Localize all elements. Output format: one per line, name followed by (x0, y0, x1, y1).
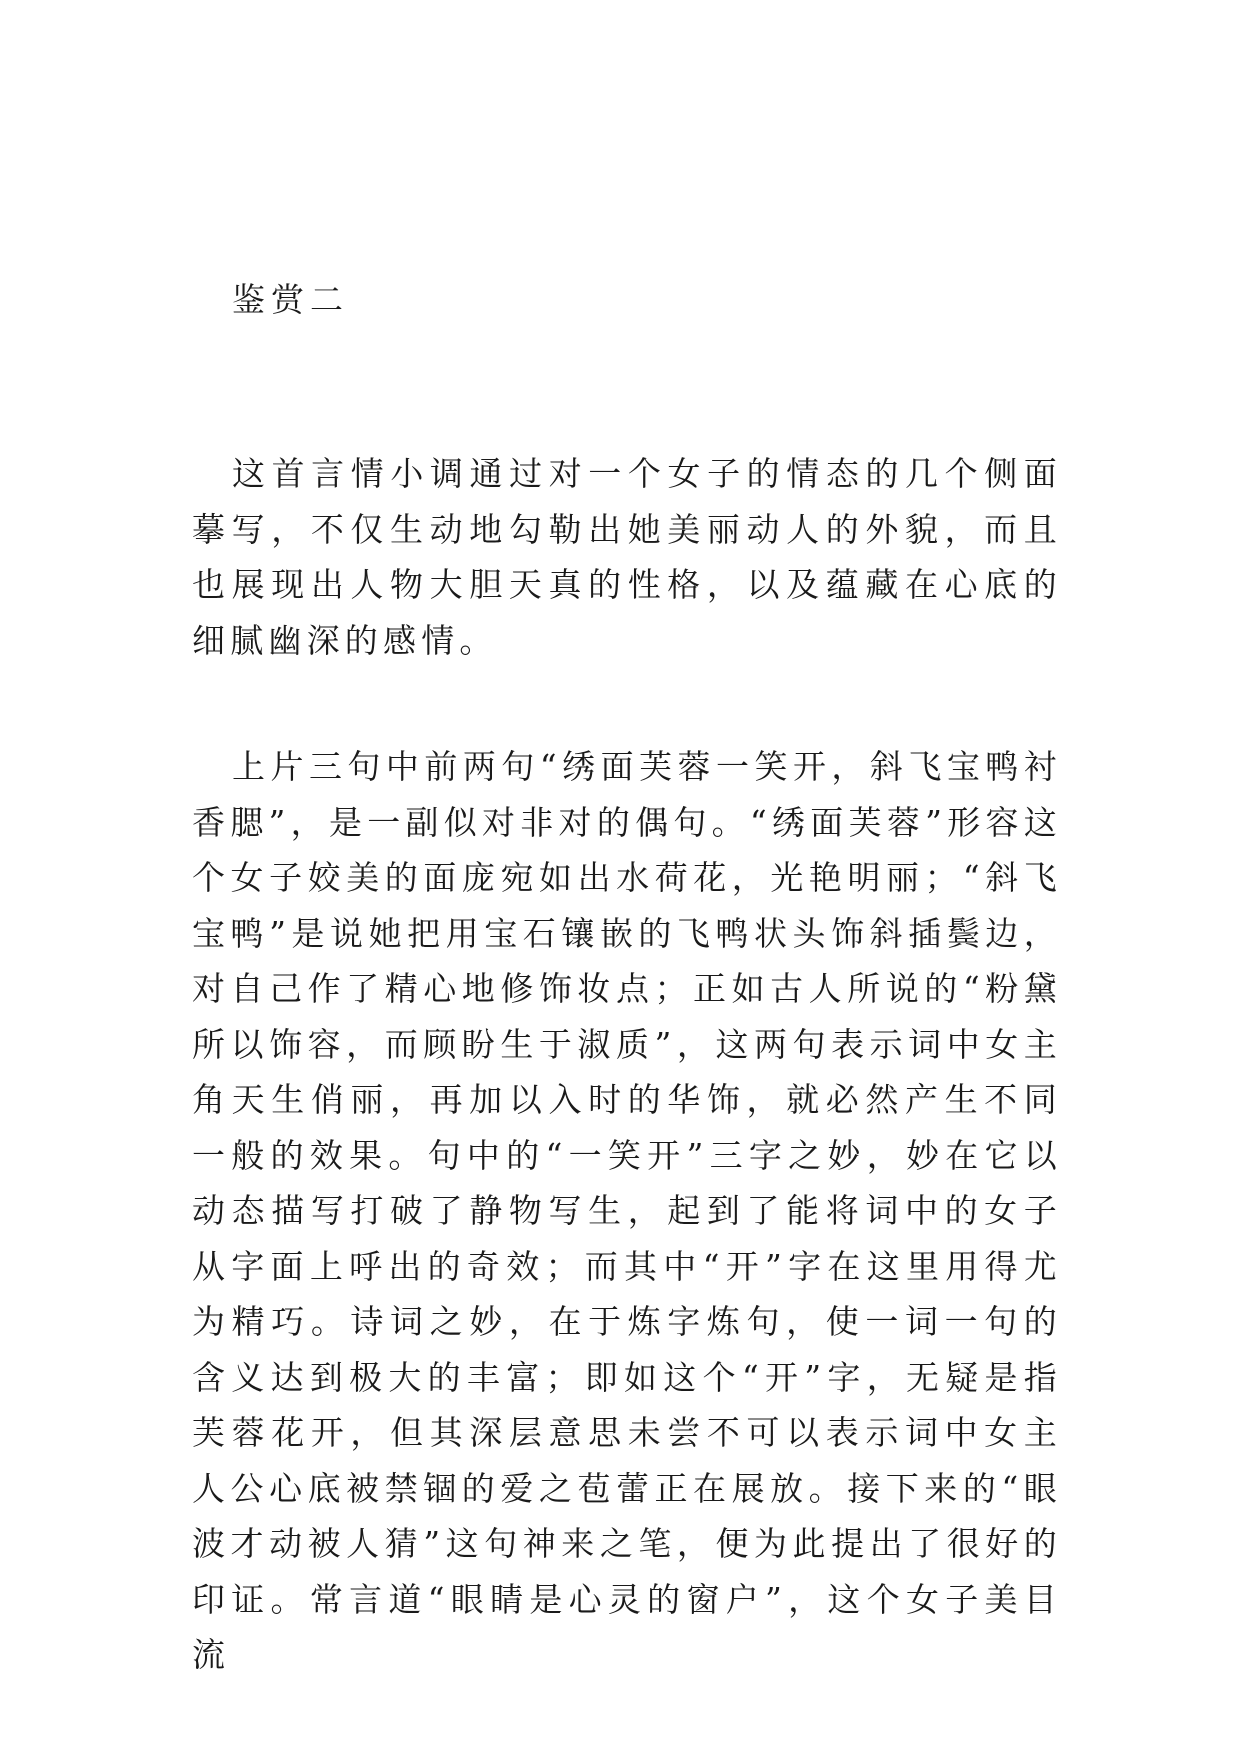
section-heading: 鉴赏二 (232, 280, 349, 319)
paragraph-analysis: 上片三句中前两句“绣面芙蓉一笑开，斜飞宝鸭衬香腮”，是一副似对非对的偶句。“绣面芙蓉”形容这个女子姣美的面庞宛如出水荷花，光艳明丽；“斜飞宝鸭”是说她把用宝石镶嵌的飞鸭状头饰斜插鬓边，对自己作了精心地修饰妆点；正如古人所说的“粉黛所以饰容，而顾盼生于淑质”，这两句表示词中女主角天生俏丽，再加以入时的华饰，就必然产生不同一般的效果。句中的“一笑开”三字之妙，妙在它以动态描写打破了静物写生，起到了能将词中的女子从字面上呼出的奇效；而其中“开”字在这里用得尤为精巧。诗词之妙，在于炼字炼句，使一词一句的含义达到极大的丰富；即如这个“开”字，无疑是指芙蓉花开，但其深层意思未尝不可以表示词中女主人公心底被禁锢的爱之苞蕾正在展放。接下来的“眼波才动被人猜”这句神来之笔，便为此提出了很好的印证。常言道“眼睛是心灵的窗户”，这个女子美目流 (192, 747, 1062, 1674)
paragraph-intro: 这首言情小调通过对一个女子的情态的几个侧面摹写，不仅生动地勾勒出她美丽动人的外貌，而且也展现出人物大胆天真的性格，以及蕴藏在心底的细腻幽深的感情。 (192, 454, 1062, 660)
